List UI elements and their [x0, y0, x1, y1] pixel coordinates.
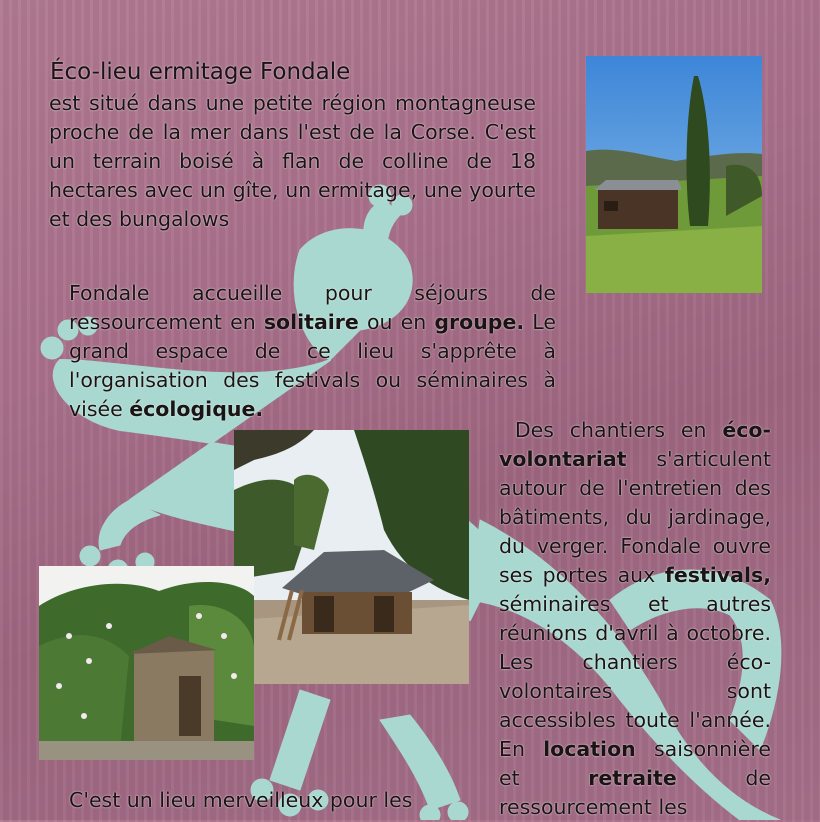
- page-title: Éco-lieu ermitage Fondale: [50, 59, 351, 85]
- intro-paragraph: est situé dans une petite région montagneuse proche de la mer dans l'est de la Corse. C'est un terrain boisé à flan de colline de 18 hectares avec un gîte, un ermitage, une yourte et des bungalows: [49, 91, 536, 231]
- gite-photo: [39, 566, 254, 760]
- emphasis-retraite: retraite: [588, 766, 677, 790]
- chantiers-paragraph: Des chantiers en éco-volontariat s'articulent autour de l'entretien des bâtiments, du jardinage, du verger. Fondale ouvre ses portes aux festivals, séminaires et autres réunions d'avril à octobre. Les chantiers éco-volontaires sont accessibles toute l'année. En location saisonnière et retraite de ressourcement les: [499, 418, 772, 819]
- emphasis-groupe: groupe.: [434, 310, 525, 334]
- bungalow-photo: [586, 56, 762, 293]
- closing-paragraph: C'est un lieu merveilleux pour les: [69, 788, 413, 812]
- emphasis-festivals: festivals,: [664, 563, 771, 587]
- welcome-paragraph: Fondale accueille pour séjours de ressourcement en solitaire ou en groupe. Le grand espace de ce lieu s'apprête à l'organisation des festivals ou séminaires à visée écologique.: [69, 281, 556, 421]
- emphasis-eco-volontariat: éco-volontariat: [499, 418, 771, 471]
- emphasis-ecologique: écologique.: [129, 397, 264, 421]
- emphasis-solitaire: solitaire: [263, 310, 359, 334]
- emphasis-location: location: [543, 737, 636, 761]
- yurt-photo: [234, 430, 469, 684]
